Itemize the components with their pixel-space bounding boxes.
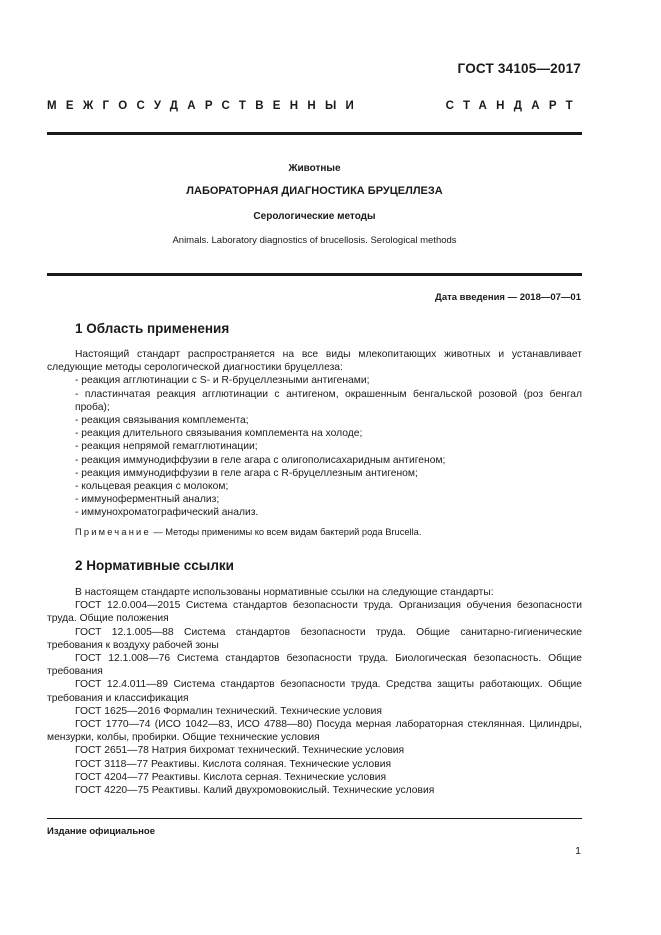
reference-item: ГОСТ 12.0.004—2015 Система стандартов безопасности труда. Организация обучения безопасности труда. Общие положения [47,600,582,625]
list-item: - реакция связывания комплемента; [75,415,249,427]
section-1-intro: Настоящий стандарт распространяется на все виды млекопитающих животных и устанавливает следующие методы серологической диагностики бруцеллеза: [47,349,582,374]
reference-item: ГОСТ 1625—2016 Формалин технический. Технические условия [75,705,382,717]
section-1-body [47,348,582,539]
reference-item: ГОСТ 4220—75 Реактивы. Калий двухромовокислый. Технические условия [75,785,435,797]
list-item: - кольцевая реакция с молоком; [75,481,229,493]
section-1-list [47,374,582,519]
interstate-standard-heading: МЕЖГОСУДАРСТВЕННЫЙ СТАНДАРТ [47,100,582,112]
reference-item: ГОСТ 12.4.011—89 Система стандартов безопасности труда. Средства защиты работающих. Общие требования и классификация [47,679,582,704]
list-item: - реакция агглютинации с S- и R-бруцеллезными антигенами; [75,375,370,387]
standard-code: ГОСТ 34105—2017 [457,61,581,76]
document-subtitle: Серологические методы [253,211,376,222]
reference-item: ГОСТ 2651—78 Натрия бихромат технический. Технические условия [75,745,405,757]
section-1-title: 1 Область применения [75,321,230,336]
section-2-body [47,586,582,797]
reference-item: ГОСТ 12.1.008—76 Система стандартов безопасности труда. Биологическая безопасность. Общие требования [47,653,582,678]
note-label: Примечание [75,526,151,537]
list-item: - иммуноферментный анализ; [75,494,220,506]
section-1-note [47,526,582,539]
list-item: - реакция иммунодиффузии в геле агара с олигополисахаридным антигеном; [75,454,446,466]
reference-item: ГОСТ 4204—77 Реактивы. Кислота серная. Технические условия [75,771,387,783]
list-item: - иммунохроматографический анализ. [75,507,259,519]
list-item: - реакция длительного связывания комплемента на холоде; [75,428,363,440]
note-text: — Методы применимы ко всем видам бактерий рода Brucella. [150,526,422,537]
list-item: - реакция непрямой гемагглютинации; [75,441,258,453]
official-edition-label: Издание официальное [47,826,155,837]
reference-item: ГОСТ 1770—74 (ИСО 1042—83, ИСО 4788—80) Посуда мерная лабораторная стеклянная. Цилиндры, мензурки, колбы, пробирки. Общие технические условия [47,719,582,744]
section-2-title: 2 Нормативные ссылки [75,558,234,573]
introduction-date: Дата введения — 2018—07—01 [435,292,581,303]
title-kind: Животные [288,163,341,174]
reference-item: ГОСТ 3118—77 Реактивы. Кислота соляная. Технические условия [75,758,392,770]
section-2-intro: В настоящем стандарте использованы нормативные ссылки на следующие стандарты: [75,587,494,598]
list-item: - пластинчатая реакция агглютинации с антигеном, окрашенным бенгальской розовой (роз бенгал проба); [75,388,582,413]
footer-divider [47,818,582,819]
title-divider [47,273,582,276]
list-item: - реакция иммунодиффузии в геле агара с R-бруцеллезным антигеном; [75,467,418,479]
references-list [47,599,582,797]
top-divider [47,132,582,135]
english-title: Animals. Laboratory diagnostics of brucellosis. Serological methods [172,235,457,246]
page-number: 1 [575,845,581,857]
document-title: ЛАБОРАТОРНАЯ ДИАГНОСТИКА БРУЦЕЛЛЕЗА [186,185,443,197]
reference-item: ГОСТ 12.1.005—88 Система стандартов безопасности труда. Общие санитарно-гигиенические требования к воздуху рабочей зоны [47,626,582,651]
